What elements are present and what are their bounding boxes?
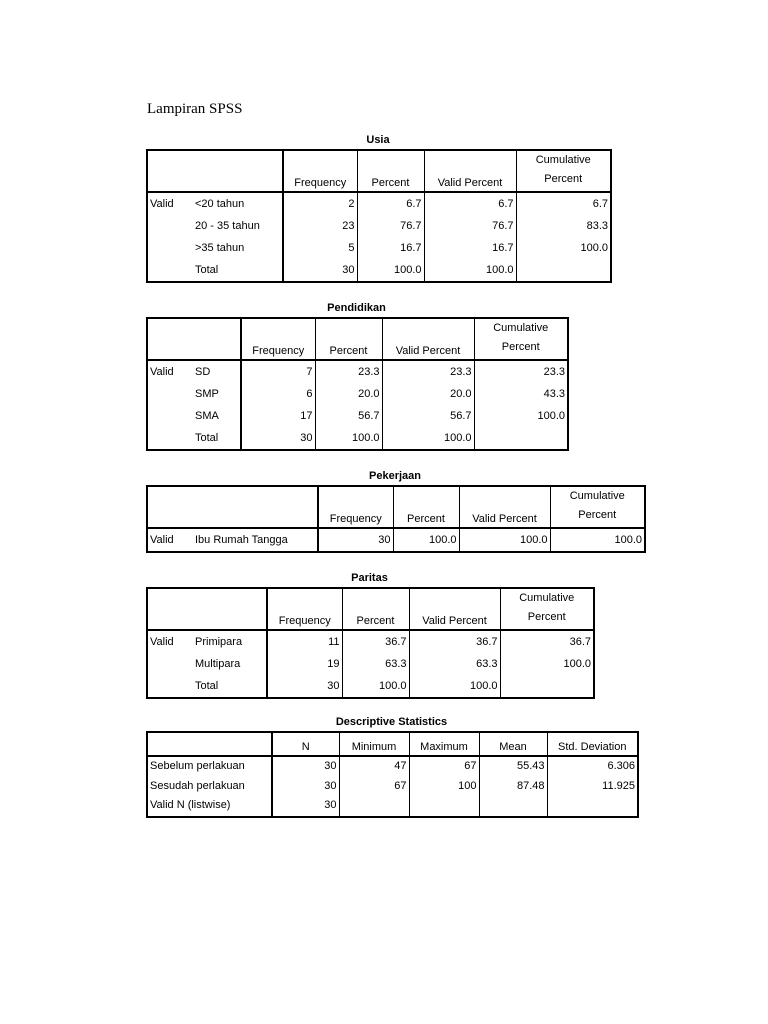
column-header: Frequency bbox=[267, 588, 342, 630]
row-label: SMA bbox=[195, 410, 219, 422]
column-header: Frequency bbox=[241, 318, 315, 360]
column-header: Cumulative Percent bbox=[474, 318, 568, 360]
table-header-row bbox=[147, 588, 594, 630]
table-row: 20 - 35 tahun 23 76.7 76.7 83.3 bbox=[147, 215, 611, 237]
table-header-row bbox=[147, 732, 638, 756]
pendidikan-table bbox=[146, 317, 569, 451]
row-label: >35 tahun bbox=[195, 242, 245, 254]
table-row: Multipara 19 63.3 63.3 100.0 bbox=[147, 653, 594, 675]
column-header: Valid Percent bbox=[382, 318, 474, 360]
row-label: Multipara bbox=[195, 658, 241, 670]
column-header: Valid Percent bbox=[459, 486, 550, 528]
pekerjaan-table-block bbox=[146, 470, 644, 550]
pekerjaan-table bbox=[146, 485, 646, 553]
row-label: SMP bbox=[195, 388, 219, 400]
row-label: Total bbox=[193, 259, 283, 282]
group-label: Valid bbox=[147, 192, 193, 215]
table-caption: Descriptive Statistics bbox=[335, 716, 448, 728]
table-caption: Pendidikan bbox=[327, 302, 386, 314]
table-row: Sesudah perlakuan 30 67 100 87.48 11.925 bbox=[147, 777, 638, 797]
row-label: Primipara bbox=[193, 630, 267, 653]
table-row: >35 tahun 5 16.7 16.7 100.0 bbox=[147, 237, 611, 259]
column-header: N bbox=[272, 732, 339, 756]
table-row: Sebelum perlakuan 30 47 67 55.43 6.306 bbox=[147, 756, 638, 777]
table-row: Total 30 100.0 100.0 bbox=[147, 259, 611, 282]
column-header: Percent bbox=[357, 150, 424, 192]
column-header: Percent bbox=[315, 318, 382, 360]
table-row: SMP 6 20.0 20.0 43.3 bbox=[147, 383, 568, 405]
table-caption: Usia bbox=[366, 134, 390, 146]
table-header-row bbox=[147, 150, 611, 192]
paritas-table-block bbox=[146, 572, 593, 696]
row-label: Ibu Rumah Tangga bbox=[193, 528, 318, 552]
column-header: Frequency bbox=[283, 150, 357, 192]
column-header: Cumulative Percent bbox=[516, 150, 611, 192]
table-header-row bbox=[147, 486, 645, 528]
page-title: Lampiran SPSS bbox=[147, 101, 243, 117]
row-label: Sebelum perlakuan bbox=[147, 756, 272, 777]
column-header: Cumulative Percent bbox=[550, 486, 645, 528]
table-caption: Paritas bbox=[351, 572, 388, 584]
table-row: Valid <20 tahun 2 6.7 6.7 6.7 bbox=[147, 192, 611, 215]
table-row: Total 30 100.0 100.0 bbox=[147, 427, 568, 450]
column-header: Valid Percent bbox=[409, 588, 500, 630]
column-header: Percent bbox=[393, 486, 459, 528]
table-caption: Pekerjaan bbox=[369, 470, 421, 482]
table-row: SMA 17 56.7 56.7 100.0 bbox=[147, 405, 568, 427]
table-row: Valid N (listwise) 30 bbox=[147, 796, 638, 817]
pendidikan-table-block bbox=[146, 302, 567, 448]
row-label: 20 - 35 tahun bbox=[195, 220, 260, 232]
column-header: Mean bbox=[479, 732, 547, 756]
column-header: Std. Deviation bbox=[547, 732, 638, 756]
column-header: Frequency bbox=[318, 486, 393, 528]
descriptive-statistics-block bbox=[146, 716, 637, 818]
column-header: Minimum bbox=[339, 732, 409, 756]
usia-table-block bbox=[146, 134, 610, 280]
column-header: Cumulative Percent bbox=[500, 588, 594, 630]
row-label: Valid N (listwise) bbox=[147, 796, 272, 817]
group-label: Valid bbox=[147, 360, 193, 383]
row-label: SD bbox=[193, 360, 241, 383]
table-row: Valid Ibu Rumah Tangga 30 100.0 100.0 100.0 bbox=[147, 528, 645, 552]
group-label: Valid bbox=[147, 630, 193, 653]
descriptive-statistics-table bbox=[146, 731, 639, 818]
table-header-row bbox=[147, 318, 568, 360]
group-label: Valid bbox=[147, 528, 193, 552]
row-label: <20 tahun bbox=[193, 192, 283, 215]
column-header: Valid Percent bbox=[424, 150, 516, 192]
column-header: Percent bbox=[342, 588, 409, 630]
table-row: Total 30 100.0 100.0 bbox=[147, 675, 594, 698]
row-label: Sesudah perlakuan bbox=[147, 777, 272, 797]
paritas-table bbox=[146, 587, 595, 699]
column-header: Maximum bbox=[409, 732, 479, 756]
table-row: Valid Primipara 11 36.7 36.7 36.7 bbox=[147, 630, 594, 653]
usia-table bbox=[146, 149, 612, 283]
row-label: Total bbox=[193, 427, 241, 450]
row-label: Total bbox=[193, 675, 267, 698]
table-row: Valid SD 7 23.3 23.3 23.3 bbox=[147, 360, 568, 383]
